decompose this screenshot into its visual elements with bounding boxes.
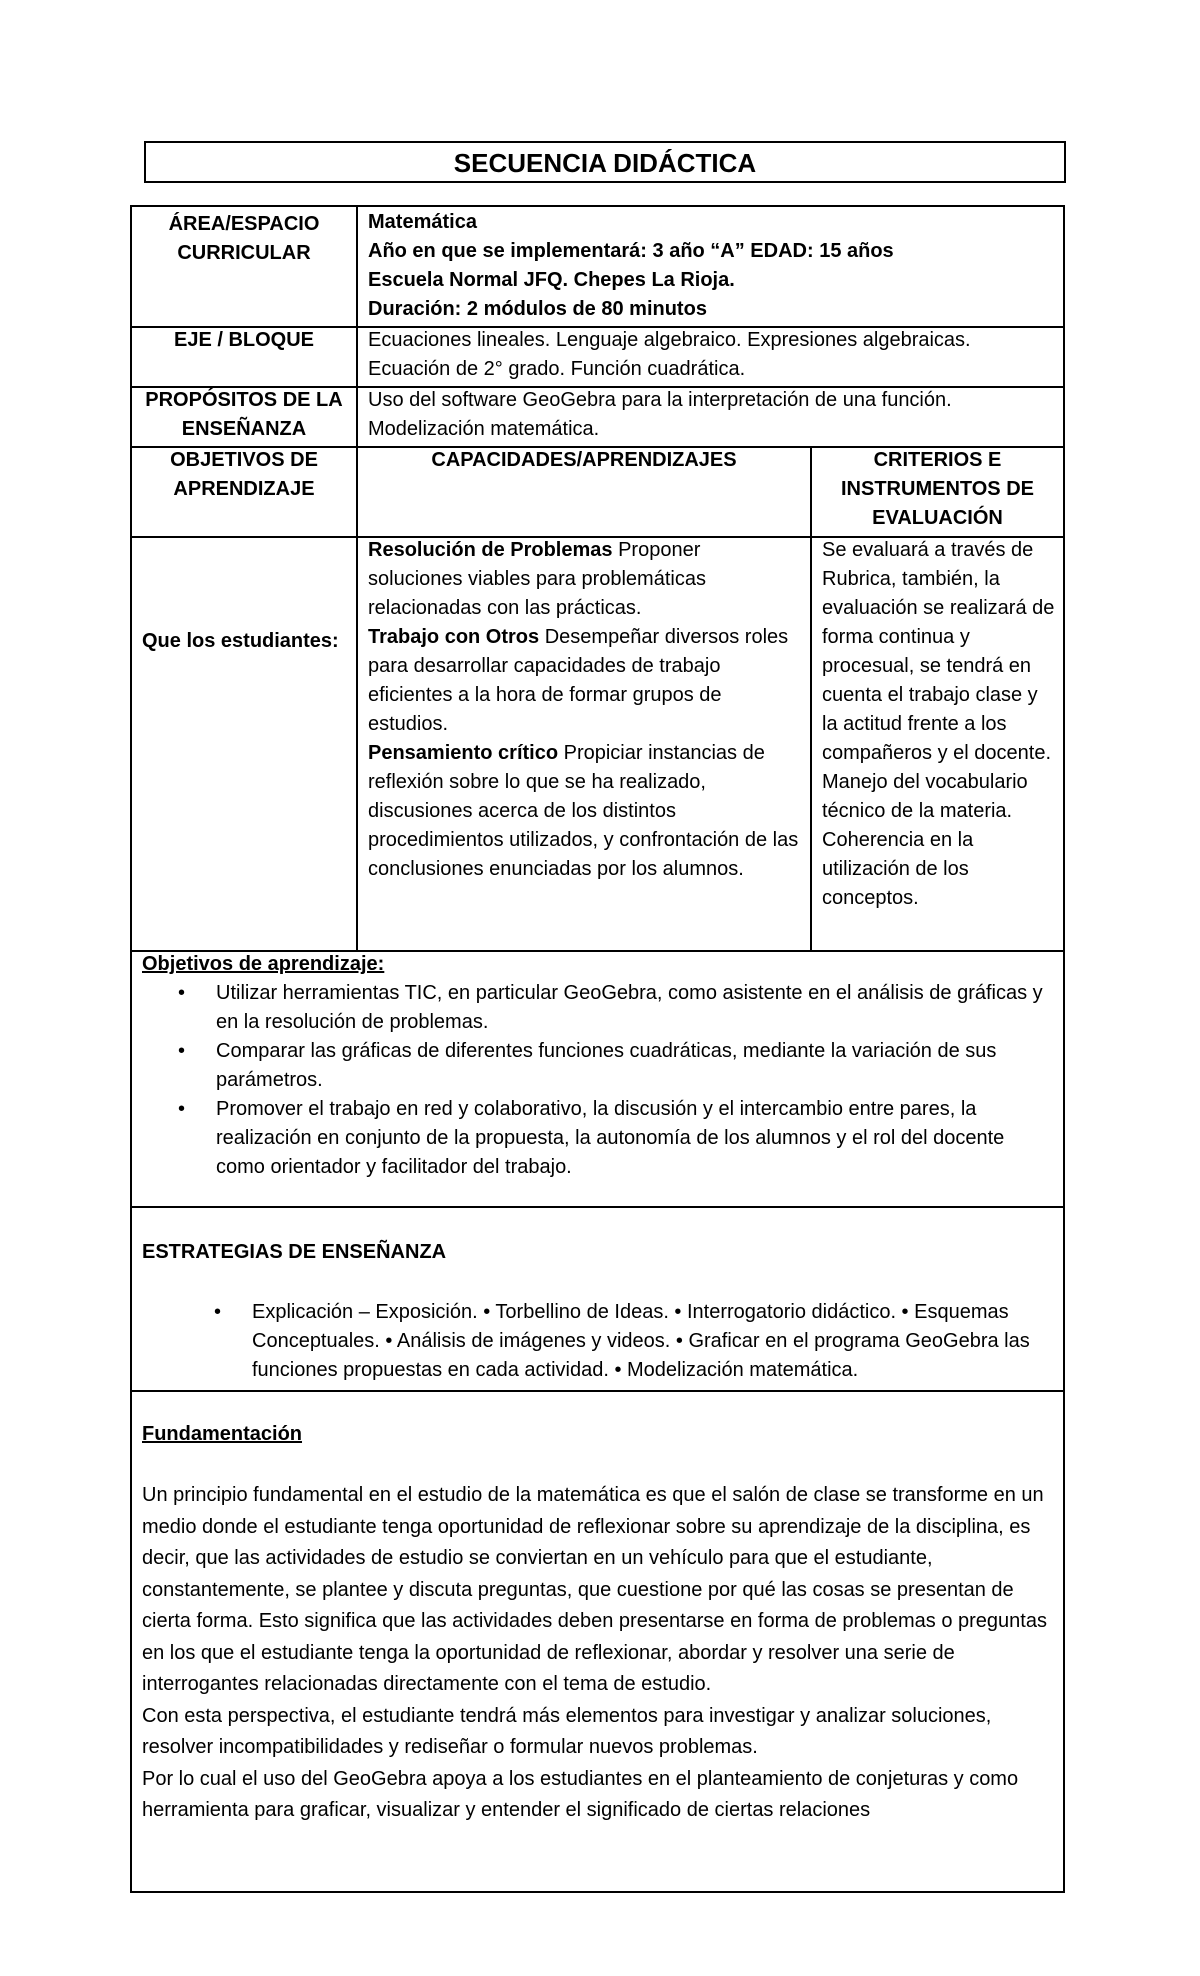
fundamentacion-paragraph: Un principio fundamental en el estudio de la matemática es que el salón de clase se transforme en un medio donde el estudiante tenga oportunidad de reflexionar sobre su aprendizaje de la disciplina, es decir, que las actividades de estudio se conviertan en un vehículo para que el estudiante, constantemente, se plantee y discuta preguntas, que cuestione por qué las cosas se presentan de cierta forma. Esto significa que las actividades deben presentarse en forma de problemas o preguntas en los que el estudiante tenga la oportunidad de reflexionar, abordar y resolver una serie de interrogantes relacionadas directamente con el tema de estudio. xyxy=(142,1484,1047,1695)
list-item xyxy=(178,979,1047,1037)
estrategias-list xyxy=(142,1298,1053,1385)
propositos-content-cell xyxy=(358,386,1063,446)
area-school: Escuela Normal JFQ. Chepes La Rioja. xyxy=(368,269,735,291)
criterios-text: Se evaluará a través de Rubrica, también, la evaluación se realizará de forma continua y procesual, se tendrá en cuenta el trabajo clase y la actitud frente a los compañeros y el docente. Manejo del vocabulario técnico de la materia. Coherencia en la utilización de los conceptos. xyxy=(822,539,1055,909)
eje-text: Ecuaciones lineales. Lenguaje algebraico. Expresiones algebraicas. Ecuación de 2° grado. Función cuadrática. xyxy=(368,329,971,380)
area-duration: Duración: 2 módulos de 80 minutos xyxy=(368,298,707,320)
list-item-text: Promover el trabajo en red y colaborativo, la discusión y el intercambio entre pares, la realización en conjunto de la propuesta, la autonomía de los alumnos y el rol del docente como orientador y facilitador del trabajo. xyxy=(216,1098,1005,1178)
list-item-text: Utilizar herramientas TIC, en particular GeoGebra, como asistente en el análisis de gráficas y en la resolución de problemas. xyxy=(216,982,1043,1033)
row-propositos xyxy=(132,386,1063,448)
row-area xyxy=(132,207,1063,328)
bullet-icon: • xyxy=(178,982,186,1004)
row-estrategias xyxy=(132,1206,1063,1392)
fundamentacion-paragraph: Por lo cual el uso del GeoGebra apoya a los estudiantes en el planteamiento de conjeturas y como herramienta para graficar, visualizar y entender el significado de ciertas relaciones xyxy=(142,1767,1019,1821)
capacidad-pensamiento-title: Pensamiento crítico xyxy=(368,742,559,764)
objetivos-list xyxy=(142,979,1053,1182)
capacidades-header: CAPACIDADES/APRENDIZAJES xyxy=(431,449,737,471)
eje-label-cell xyxy=(132,326,358,386)
students-label: Que los estudiantes: xyxy=(142,630,339,652)
bullet-icon: • xyxy=(178,1040,186,1062)
capacidad-resolucion xyxy=(368,536,800,623)
area-label: ÁREA/ESPACIO CURRICULAR xyxy=(168,213,320,264)
capacidad-resolucion-text: Proponer soluciones viables para problemáticas relacionadas con las prácticas. xyxy=(368,539,706,619)
propositos-text: Uso del software GeoGebra para la interpretación de una función. Modelización matemática. xyxy=(368,389,952,440)
capacidad-trabajo xyxy=(368,623,800,739)
bullet-icon: • xyxy=(214,1301,222,1323)
propositos-label-cell xyxy=(132,386,358,446)
row-eje xyxy=(132,326,1063,388)
criterios-header-cell xyxy=(812,446,1063,536)
fundamentacion-heading: Fundamentación xyxy=(142,1423,303,1445)
objetivos-label: OBJETIVOS DE APRENDIZAJE xyxy=(170,449,318,500)
capacidad-trabajo-text: Desempeñar diversos roles para desarrollar capacidades de trabajo eficientes a la hora de formar grupos de estudios. xyxy=(368,626,789,735)
area-content-cell xyxy=(358,207,1063,326)
students-label-cell xyxy=(132,536,358,950)
capacidades-header-cell xyxy=(358,446,812,536)
estrategias-cell xyxy=(132,1206,1063,1390)
list-item xyxy=(178,1095,1047,1182)
area-subject: Matemática xyxy=(368,211,477,233)
bullet-icon: • xyxy=(178,1098,186,1120)
objetivos-label-cell xyxy=(132,446,358,536)
list-item xyxy=(214,1298,1049,1385)
row-objetivos-body xyxy=(132,536,1063,952)
row-objetivos-header xyxy=(132,446,1063,538)
list-item-text: Comparar las gráficas de diferentes funciones cuadráticas, mediante la variación de sus parámetros. xyxy=(216,1040,997,1091)
eje-label: EJE / BLOQUE xyxy=(173,329,315,351)
objetivos-list-heading: Objetivos de aprendizaje: xyxy=(142,953,385,975)
area-year-age: Año en que se implementará: 3 año “A” EDAD: 15 años xyxy=(368,240,894,262)
criterios-header: CRITERIOS E INSTRUMENTOS DE EVALUACIÓN xyxy=(841,449,1034,529)
estrategias-heading: ESTRATEGIAS DE ENSEÑANZA xyxy=(142,1241,447,1263)
page-title: SECUENCIA DIDÁCTICA xyxy=(144,141,1066,183)
eje-content-cell xyxy=(358,326,1063,386)
capacidad-trabajo-title: Trabajo con Otros xyxy=(368,626,540,648)
didactic-sequence-table xyxy=(130,205,1065,1893)
fundamentacion-cell xyxy=(132,1390,1063,1891)
row-objetivos-list xyxy=(132,950,1063,1208)
criterios-cell xyxy=(812,536,1063,950)
capacidad-resolucion-title: Resolución de Problemas xyxy=(368,539,613,561)
estrategias-text: Explicación – Exposición. • Torbellino de Ideas. • Interrogatorio didáctico. • Esquemas Conceptuales. • Análisis de imágenes y videos. • Graficar en el programa GeoGebra las funciones propuestas en cada actividad. • Modelización matemática. xyxy=(252,1301,1030,1381)
area-label-cell xyxy=(132,207,358,326)
fundamentacion-paragraph: Con esta perspectiva, el estudiante tendrá más elementos para investigar y analizar soluciones, resolver incompatibilidades y rediseñar o formular nuevos problemas. xyxy=(142,1704,992,1758)
propositos-label: PROPÓSITOS DE LA ENSEÑANZA xyxy=(145,389,343,440)
objetivos-list-cell xyxy=(132,950,1063,1206)
capacidad-pensamiento xyxy=(368,739,800,884)
capacidad-pensamiento-text: Propiciar instancias de reflexión sobre lo que se ha realizado, discusiones acerca de los distintos procedimientos utilizados, y confrontación de las conclusiones enunciadas por los alumnos. xyxy=(368,742,799,880)
list-item xyxy=(178,1037,1047,1095)
capacidades-cell xyxy=(358,536,812,950)
